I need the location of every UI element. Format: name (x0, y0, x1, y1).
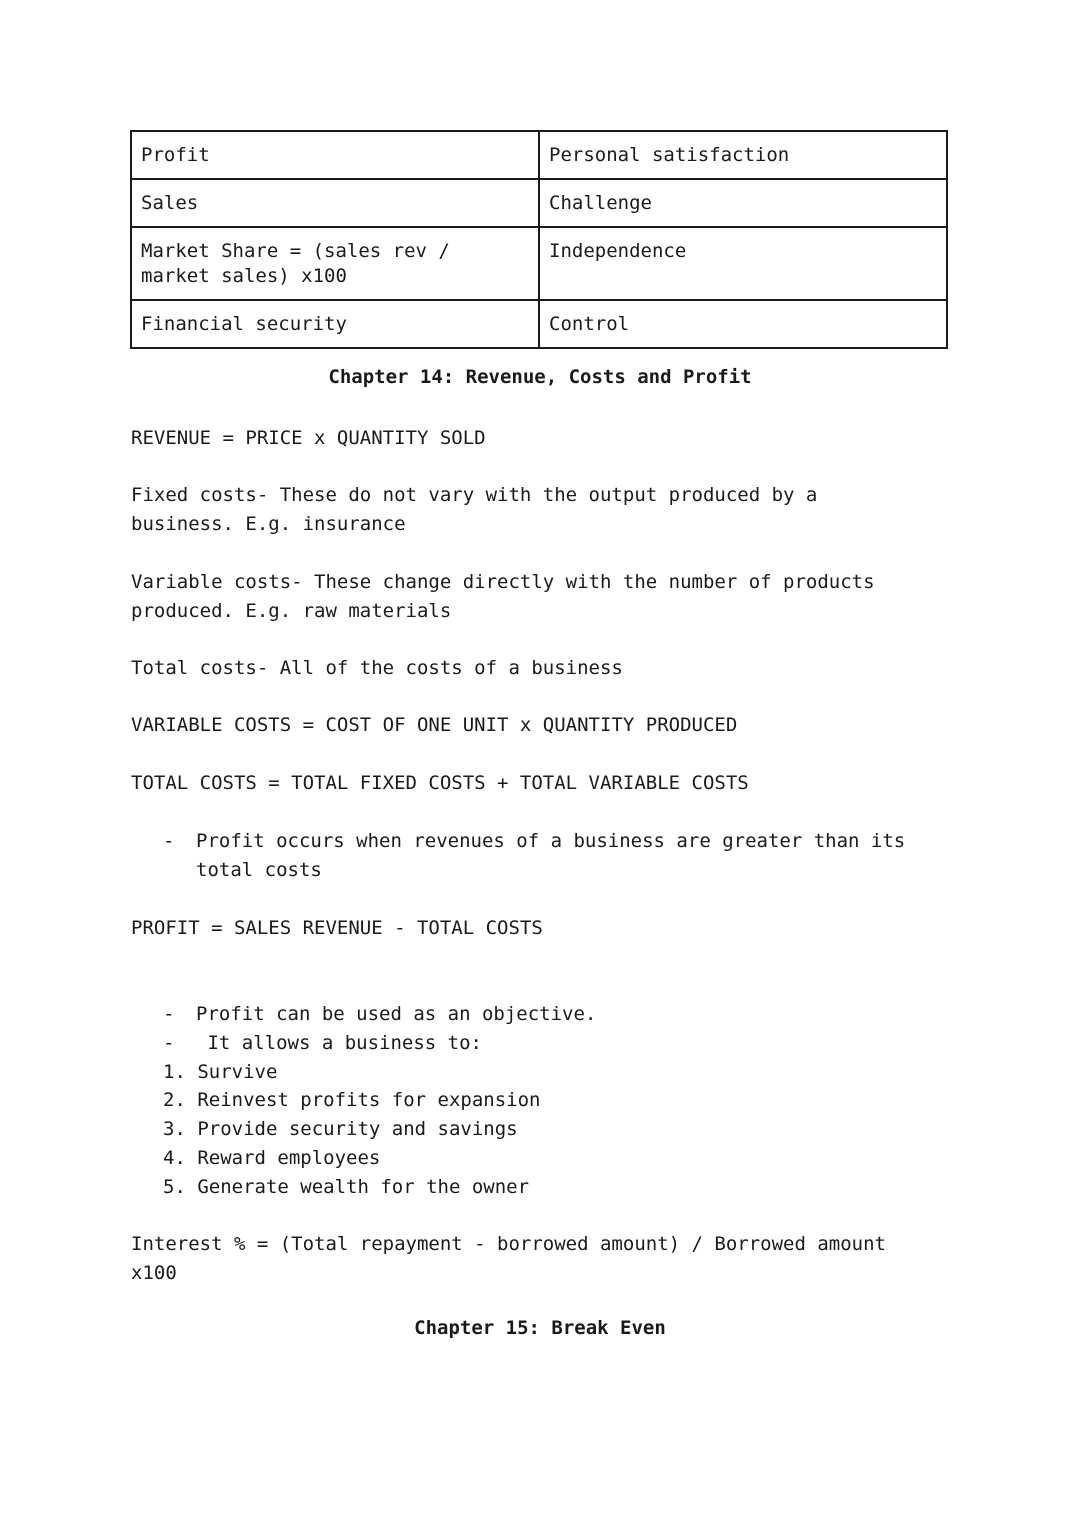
variable-costs-line-2: produced. E.g. raw materials (131, 600, 452, 622)
profit-bullet-line-1: Profit occurs when revenues of a business are greater than its (196, 830, 906, 852)
fixed-costs-line-2: business. E.g. insurance (131, 513, 406, 535)
profit-formula: PROFIT = SALES REVENUE - TOTAL COSTS (131, 917, 543, 939)
table-cell: Profit (131, 131, 539, 179)
fixed-costs-line-1: Fixed costs- These do not vary with the output produced by a (131, 484, 818, 506)
table-cell: Market Share = (sales rev / market sales) x100 (131, 227, 539, 300)
table-cell: Independence (539, 227, 947, 300)
bullet-marker: - (163, 1032, 175, 1054)
list-item: 5. Generate wealth for the owner (163, 1176, 530, 1198)
table-row (131, 300, 947, 348)
interest-formula-line-2: x100 (131, 1262, 177, 1284)
chapter-15-title: Chapter 15: Break Even (414, 1317, 666, 1339)
table-row (131, 179, 947, 227)
profit-bullet-line-2: total costs (196, 859, 322, 881)
chapter-14-title: Chapter 14: Revenue, Costs and Profit (328, 366, 752, 388)
interest-formula-line-1: Interest % = (Total repayment - borrowed amount) / Borrowed amount (131, 1233, 886, 1255)
table-cell: Personal satisfaction (539, 131, 947, 179)
bullet-marker: - (163, 1003, 175, 1025)
variable-costs-line-1: Variable costs- These change directly with the number of products (131, 571, 875, 593)
objective-bullet-2: It allows a business to: (196, 1032, 482, 1054)
table-cell: Control (539, 300, 947, 348)
objective-bullet-1: Profit can be used as an objective. (196, 1003, 597, 1025)
bullet-marker: - (163, 830, 175, 852)
revenue-formula: REVENUE = PRICE x QUANTITY SOLD (131, 427, 486, 449)
objectives-table (130, 130, 948, 349)
list-item: 1. Survive (163, 1061, 278, 1083)
table-row (131, 227, 947, 300)
total-costs-definition: Total costs- All of the costs of a business (131, 657, 623, 679)
list-item: 2. Reinvest profits for expansion (163, 1089, 541, 1111)
list-item: 3. Provide security and savings (163, 1118, 518, 1140)
list-item: 4. Reward employees (163, 1147, 381, 1169)
total-costs-formula: TOTAL COSTS = TOTAL FIXED COSTS + TOTAL VARIABLE COSTS (131, 772, 749, 794)
table-cell: Financial security (131, 300, 539, 348)
table-cell: Sales (131, 179, 539, 227)
table-row (131, 131, 947, 179)
table-cell: Challenge (539, 179, 947, 227)
variable-costs-formula: VARIABLE COSTS = COST OF ONE UNIT x QUANTITY PRODUCED (131, 714, 738, 736)
